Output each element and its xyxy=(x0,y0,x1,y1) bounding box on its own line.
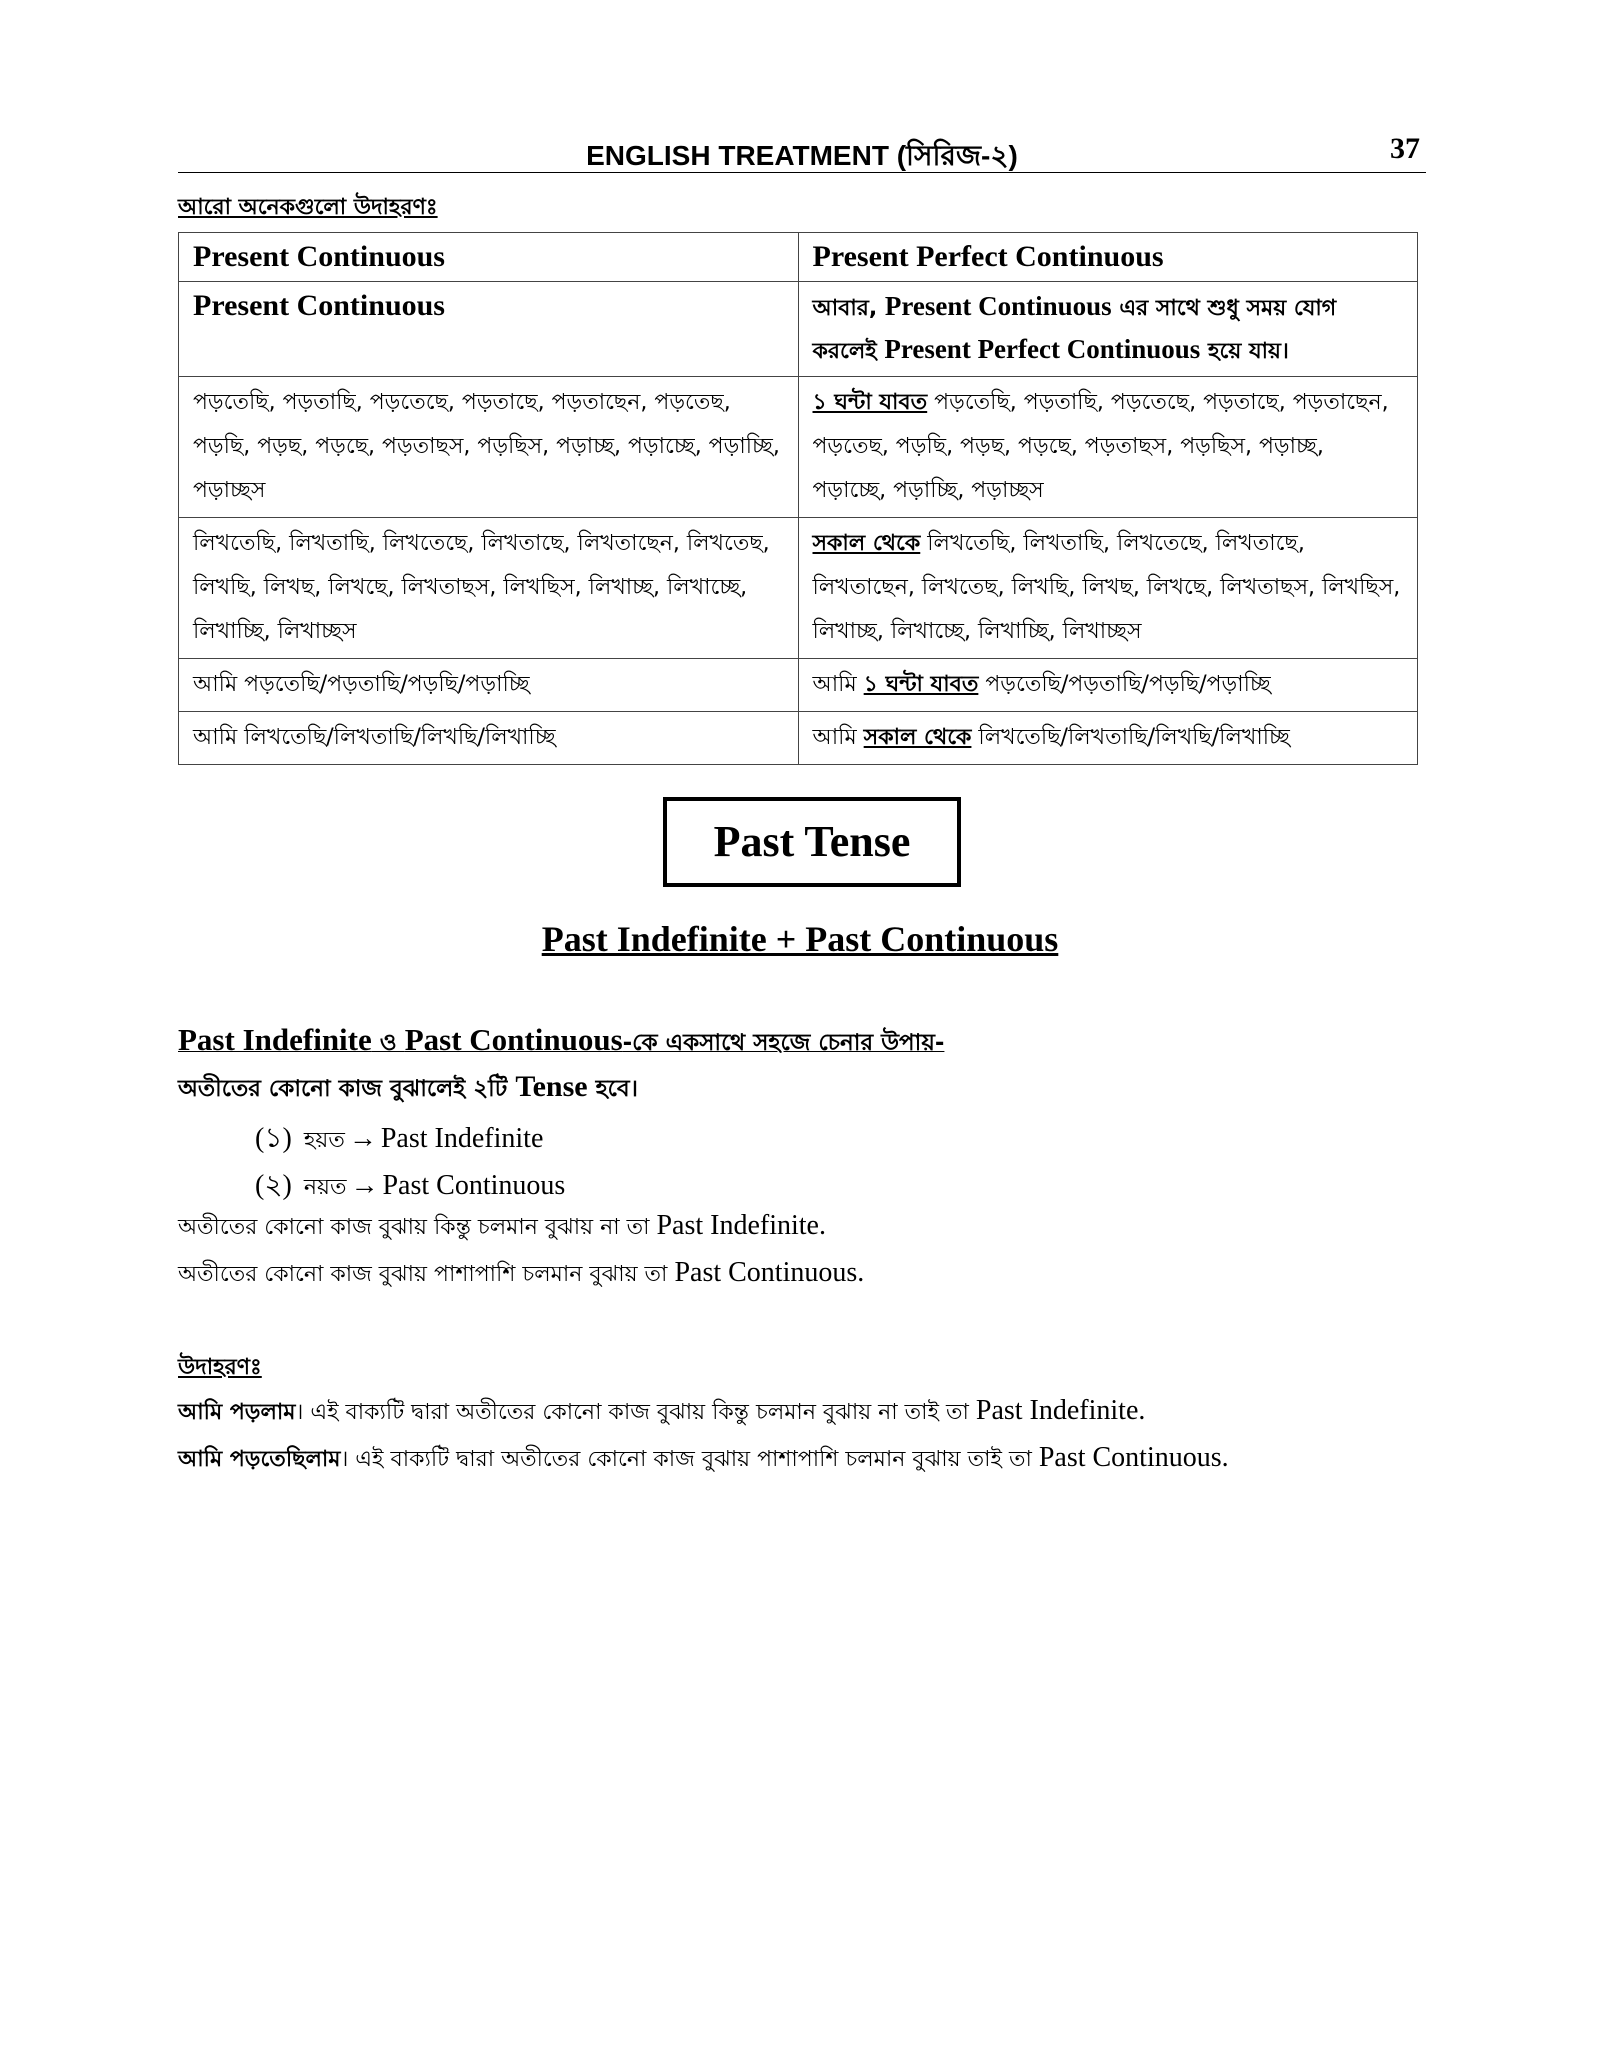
time-phrase: ১ ঘন্টা যাবত xyxy=(863,672,979,697)
definition-line xyxy=(178,1210,826,1247)
example-line xyxy=(178,1395,1145,1432)
table-cell xyxy=(798,712,1418,765)
table-cell: Present Continuous xyxy=(179,282,799,377)
table-cell xyxy=(798,377,1418,518)
arrow-icon: → xyxy=(350,1170,379,1201)
rule-line xyxy=(178,1070,638,1109)
section-subtitle: Past Indefinite + Past Continuous xyxy=(541,919,1059,959)
section-title-box xyxy=(663,797,961,887)
rule-bn: অতীতের কোনো কাজ বুঝালেই ২টি xyxy=(178,1076,516,1102)
cell-text: পড়তেছি/পড়তাছি/পড়ছি/পড়াচ্ছি xyxy=(978,672,1271,697)
def-en: Past Indefinite. xyxy=(656,1210,826,1241)
table-cell: আমি পড়তেছি/পড়তাছি/পড়ছি/পড়াচ্ছি xyxy=(179,659,799,712)
page-number: 37 xyxy=(1390,132,1420,165)
rule-en: Tense xyxy=(515,1070,588,1103)
cell-text: আমি xyxy=(812,672,864,697)
identify-bn2: -কে একসাথে সহজে চেনার উপায়- xyxy=(622,1030,945,1056)
cell-text-en: Present Perfect Continuous xyxy=(884,334,1201,364)
cell-text: লিখতেছি, লিখতাছি, লিখতেছে, লিখতাছে, লিখতাছেন, লিখতেছ, লিখছি, লিখছ, লিখছে, লিখতাছস, লিখছিস, লিখাচ্ছ, লিখাচ্ছে, লিখাচ্ছি, লিখাচ্ছস xyxy=(812,531,1401,644)
table-row xyxy=(179,377,1418,518)
example-heading: উদাহরণঃ xyxy=(178,1355,262,1380)
page-header xyxy=(178,128,1426,173)
identify-heading xyxy=(178,1022,944,1063)
list-item xyxy=(255,1163,565,1210)
table-header-cell: Present Continuous xyxy=(179,233,799,282)
example-en: Past Continuous. xyxy=(1038,1442,1229,1473)
time-phrase: সকাল থেকে xyxy=(863,725,972,750)
rule-bn-end: হবে। xyxy=(587,1076,638,1102)
table-row xyxy=(179,659,1418,712)
table-header-row xyxy=(179,233,1418,282)
example-rest: । এই বাক্যটি দ্বারা অতীতের কোনো কাজ বুঝায় পাশাপাশি চলমান বুঝায় তাই তা xyxy=(340,1447,1039,1472)
cell-text: হয়ে যায়। xyxy=(1200,339,1289,364)
arrow-icon: → xyxy=(348,1123,377,1154)
definition-line xyxy=(178,1257,864,1294)
table-row xyxy=(179,712,1418,765)
table-cell: লিখতেছি, লিখতাছি, লিখতেছে, লিখতাছে, লিখতাছেন, লিখতেছ, লিখছি, লিখছ, লিখছে, লিখতাছস, লিখছিস, লিখাচ্ছ, লিখাচ্ছে, লিখাচ্ছি, লিখাচ্ছস xyxy=(179,518,799,659)
list-number: (১) xyxy=(255,1123,292,1154)
table-cell: পড়তেছি, পড়তাছি, পড়তেছে, পড়তাছে, পড়তাছেন, পড়তেছ, পড়ছি, পড়ছ, পড়ছে, পড়তাছস, পড়ছিস, পড়াচ্ছ, পড়াচ্ছে, পড়াচ্ছি, পড়াচ্ছস xyxy=(179,377,799,518)
example-en: Past Indefinite. xyxy=(975,1395,1146,1426)
section-title: Past Tense xyxy=(713,817,911,866)
header-title: ENGLISH TREATMENT (সিরিজ-২) xyxy=(586,140,1018,171)
table-cell xyxy=(798,282,1418,377)
list-tense: Past Indefinite xyxy=(380,1123,544,1154)
table-row xyxy=(179,282,1418,377)
examples-heading: আরো অনেকগুলো উদাহরণঃ xyxy=(178,195,438,220)
cell-text: পড়তেছি, পড়তাছি, পড়তেছে, পড়তাছে, পড়তাছেন, পড়তেছ, পড়ছি, পড়ছ, পড়ছে, পড়তাছস, পড়ছিস, পড়াচ্ছ, পড়াচ্ছে, পড়াচ্ছি, পড়াচ্ছস xyxy=(812,390,1389,503)
time-phrase: সকাল থেকে xyxy=(812,531,921,556)
example-line xyxy=(178,1442,1229,1479)
identify-bn1: ও xyxy=(371,1030,405,1056)
def-bn: অতীতের কোনো কাজ বুঝায় কিন্তু চলমান বুঝায় না তা xyxy=(178,1215,657,1240)
list-tense: Past Continuous xyxy=(382,1170,566,1201)
example-rest: । এই বাক্যটি দ্বারা অতীতের কোনো কাজ বুঝায় কিন্তু চলমান বুঝায় না তাই তা xyxy=(295,1400,976,1425)
list-item xyxy=(255,1116,543,1163)
identify-en1: Past Indefinite xyxy=(178,1022,372,1057)
def-bn: অতীতের কোনো কাজ বুঝায় পাশাপাশি চলমান বুঝায় তা xyxy=(178,1262,675,1287)
cell-text: লিখতেছি/লিখতাছি/লিখছি/লিখাচ্ছি xyxy=(971,725,1290,750)
table-cell: আমি লিখতেছি/লিখতাছি/লিখছি/লিখাচ্ছি xyxy=(179,712,799,765)
cell-text: এর সাথে শুধু সময় যোগ করলেই xyxy=(812,296,1337,364)
time-phrase: ১ ঘন্টা যাবত xyxy=(812,390,928,415)
table-row xyxy=(179,518,1418,659)
cell-text: আবার, xyxy=(812,296,885,321)
table-cell xyxy=(798,518,1418,659)
table-header-cell: Present Perfect Continuous xyxy=(798,233,1418,282)
example-bold: আমি পড়লাম xyxy=(178,1400,296,1425)
list-word: নয়ত xyxy=(303,1175,347,1200)
def-en: Past Continuous. xyxy=(674,1257,865,1288)
identify-en2: Past Continuous xyxy=(404,1022,623,1057)
cell-text: আমি xyxy=(812,725,864,750)
cell-text-en: Present Continuous xyxy=(884,291,1112,321)
comparison-table xyxy=(178,232,1418,765)
list-word: হয়ত xyxy=(303,1128,345,1153)
table-cell xyxy=(798,659,1418,712)
example-bold: আমি পড়তেছিলাম xyxy=(178,1447,341,1472)
list-number: (২) xyxy=(255,1170,292,1201)
